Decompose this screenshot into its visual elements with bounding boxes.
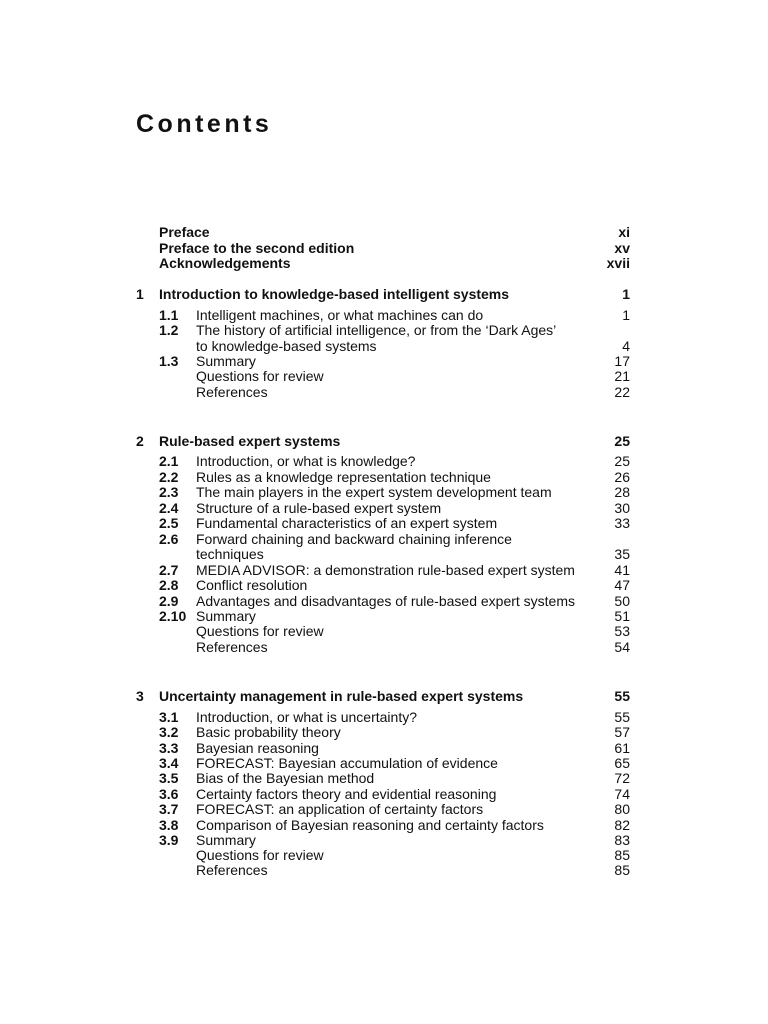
section-title: Comparison of Bayesian reasoning and certainty factors	[196, 817, 544, 833]
section-page: 51	[614, 608, 630, 624]
section-title: References	[196, 639, 268, 655]
section-title: Introduction, or what is knowledge?	[196, 453, 416, 469]
section-page: 83	[614, 832, 630, 848]
section-page: 65	[614, 755, 630, 771]
section-page: 30	[614, 500, 630, 516]
section-page: 53	[614, 623, 630, 639]
section-number: 3.9	[159, 832, 179, 848]
section-title: MEDIA ADVISOR: a demonstration rule-based expert system	[196, 562, 575, 578]
section-number: 2.10	[159, 608, 187, 624]
section-page: 41	[614, 562, 630, 578]
section-title-continuation: to knowledge-based systems	[196, 338, 377, 354]
section-page: 4	[622, 338, 630, 354]
toc-section-continuation	[0, 338, 768, 354]
toc-front-matter-preface-second	[0, 240, 768, 256]
toc-section	[0, 709, 768, 725]
toc-section	[0, 562, 768, 578]
section-number: 3.1	[159, 709, 179, 725]
section-number: 2.8	[159, 577, 179, 593]
toc-section	[0, 307, 768, 323]
section-title: FORECAST: an application of certainty factors	[196, 801, 484, 817]
section-page: 35	[614, 546, 630, 562]
section-number: 3.5	[159, 770, 179, 786]
section-number: 2.7	[159, 562, 179, 578]
toc-section	[0, 786, 768, 802]
entry-page: xi	[618, 224, 630, 240]
section-number: 1.2	[159, 322, 179, 338]
entry-page: xv	[614, 240, 630, 256]
section-title: Questions for review	[196, 847, 324, 863]
toc-section	[0, 353, 768, 369]
section-title: Certainty factors theory and evidential reasoning	[196, 786, 497, 802]
toc-section	[0, 484, 768, 500]
section-page: 82	[614, 817, 630, 833]
section-title: Structure of a rule-based expert system	[196, 500, 442, 516]
section-title: Summary	[196, 608, 256, 624]
section-page: 1	[622, 307, 630, 323]
section-number: 3.4	[159, 755, 179, 771]
toc-section	[0, 608, 768, 624]
toc-section	[0, 755, 768, 771]
section-title-continuation: techniques	[196, 546, 264, 562]
section-title: Advantages and disadvantages of rule-based expert systems	[196, 593, 576, 609]
toc-section	[0, 368, 768, 384]
chapter-title: Introduction to knowledge-based intelligent systems	[159, 286, 510, 302]
toc-section	[0, 639, 768, 655]
section-title: Summary	[196, 353, 256, 369]
toc-section	[0, 770, 768, 786]
section-number: 1.1	[159, 307, 179, 323]
section-page: 33	[614, 515, 630, 531]
section-page: 72	[614, 770, 630, 786]
toc-chapter-heading	[0, 286, 768, 302]
section-number: 1.3	[159, 353, 179, 369]
section-number: 3.7	[159, 801, 179, 817]
entry-title: Preface	[159, 224, 210, 240]
toc-section	[0, 453, 768, 469]
toc-section	[0, 847, 768, 863]
chapter-page: 55	[614, 688, 630, 704]
entry-title: Acknowledgements	[159, 255, 291, 271]
chapter-title: Uncertainty management in rule-based expert systems	[159, 688, 524, 704]
section-number: 2.6	[159, 531, 179, 547]
section-page: 25	[614, 453, 630, 469]
section-title: Introduction, or what is uncertainty?	[196, 709, 418, 725]
section-number: 2.2	[159, 469, 179, 485]
section-page: 74	[614, 786, 630, 802]
section-title: Conflict resolution	[196, 577, 308, 593]
section-number: 2.4	[159, 500, 179, 516]
section-title: Summary	[196, 832, 256, 848]
toc-section	[0, 384, 768, 400]
toc-chapter-heading	[0, 688, 768, 704]
section-title: Questions for review	[196, 368, 324, 384]
section-title: FORECAST: Bayesian accumulation of evidence	[196, 755, 498, 771]
chapter-number: 2	[136, 433, 144, 449]
section-title: Intelligent machines, or what machines can do	[196, 307, 484, 323]
section-title: Basic probability theory	[196, 724, 341, 740]
chapter-title: Rule-based expert systems	[159, 433, 341, 449]
section-page: 28	[614, 484, 630, 500]
page-title: Contents	[136, 110, 273, 138]
section-page: 22	[614, 384, 630, 400]
toc-section	[0, 724, 768, 740]
section-page: 54	[614, 639, 630, 655]
chapter-page: 25	[614, 433, 630, 449]
section-number: 2.5	[159, 515, 179, 531]
toc-section	[0, 623, 768, 639]
section-page: 80	[614, 801, 630, 817]
section-title: Fundamental characteristics of an expert system	[196, 515, 498, 531]
section-page: 57	[614, 724, 630, 740]
section-number: 2.1	[159, 453, 179, 469]
section-page: 26	[614, 469, 630, 485]
section-number: 2.9	[159, 593, 179, 609]
toc-section	[0, 740, 768, 756]
section-page: 61	[614, 740, 630, 756]
section-page: 85	[614, 847, 630, 863]
toc-section	[0, 862, 768, 878]
section-title: The main players in the expert system development team	[196, 484, 552, 500]
toc-section	[0, 515, 768, 531]
toc-chapter-heading	[0, 433, 768, 449]
chapter-page: 1	[622, 286, 630, 302]
toc-section	[0, 593, 768, 609]
section-page: 55	[614, 709, 630, 725]
toc-section	[0, 577, 768, 593]
toc-section	[0, 322, 768, 338]
section-number: 3.3	[159, 740, 179, 756]
entry-page: xvii	[606, 255, 630, 271]
section-title: References	[196, 384, 268, 400]
chapter-number: 1	[136, 286, 144, 302]
section-page: 17	[614, 353, 630, 369]
section-title: Forward chaining and backward chaining inference	[196, 531, 512, 547]
toc-section	[0, 801, 768, 817]
section-number: 2.3	[159, 484, 179, 500]
chapter-number: 3	[136, 688, 144, 704]
toc-front-matter-preface	[0, 224, 768, 240]
toc-section	[0, 531, 768, 547]
section-number: 3.8	[159, 817, 179, 833]
toc-section	[0, 469, 768, 485]
section-number: 3.6	[159, 786, 179, 802]
toc-section-continuation	[0, 546, 768, 562]
section-title: Bayesian reasoning	[196, 740, 319, 756]
toc-section	[0, 832, 768, 848]
section-title: Bias of the Bayesian method	[196, 770, 375, 786]
section-page: 50	[614, 593, 630, 609]
toc-front-matter-acknowledgements	[0, 255, 768, 271]
section-number: 3.2	[159, 724, 179, 740]
section-page: 21	[614, 368, 630, 384]
toc-section	[0, 500, 768, 516]
section-title: Rules as a knowledge representation technique	[196, 469, 491, 485]
section-page: 47	[614, 577, 630, 593]
section-title: References	[196, 862, 268, 878]
section-title: The history of artificial intelligence, or from the ‘Dark Ages’	[196, 322, 557, 338]
section-title: Questions for review	[196, 623, 324, 639]
section-page: 85	[614, 862, 630, 878]
toc-section	[0, 817, 768, 833]
entry-title: Preface to the second edition	[159, 240, 355, 256]
